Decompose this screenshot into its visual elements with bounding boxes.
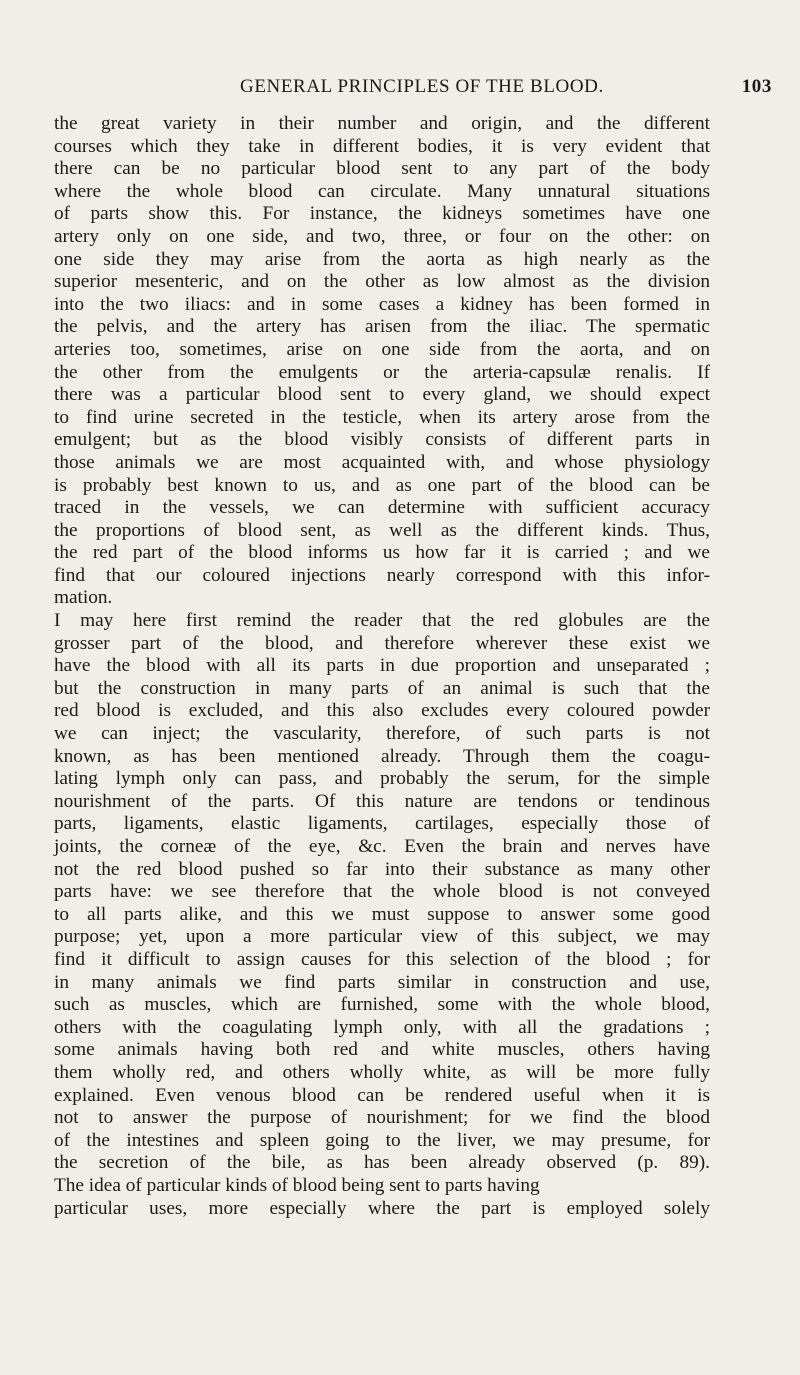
text-line: nourishment of the parts. Of this nature are tendons or tendinous: [54, 790, 710, 812]
text-line: find it difficult to assign causes for this selection of the blood ; for: [54, 948, 710, 970]
text-line: of parts show this. For instance, the kidneys sometimes have one: [54, 203, 710, 225]
running-title: GENERAL PRINCIPLES OF THE BLOOD.: [240, 76, 604, 97]
text-line: parts, ligaments, elastic ligaments, cartilages, especially those of: [54, 813, 710, 835]
text-line: but the construction in many parts of an animal is such that the: [54, 677, 710, 699]
text-line: not to answer the purpose of nourishment; for we find the blood: [54, 1107, 710, 1129]
text-line: I may here first remind the reader that the red globules are the: [54, 610, 710, 632]
text-line: in many animals we find parts similar in construction and use,: [54, 971, 710, 993]
text-line: red blood is excluded, and this also excludes every coloured powder: [54, 700, 710, 722]
text-line: the secretion of the bile, as has been already observed (p. 89).: [54, 1152, 710, 1174]
text-line: into the two iliacs: and in some cases a kidney has been formed in: [54, 293, 710, 315]
text-line: emulgent; but as the blood visibly consists of different parts in: [54, 429, 710, 451]
text-line: is probably best known to us, and as one part of the blood can be: [54, 474, 710, 496]
text-line: the other from the emulgents or the arteria-capsulæ renalis. If: [54, 361, 710, 383]
text-line: the proportions of blood sent, as well as the different kinds. Thus,: [54, 519, 710, 541]
text-line: find that our coloured injections nearly correspond with this infor-: [54, 564, 710, 586]
text-line: them wholly red, and others wholly white, as will be more fully: [54, 1061, 710, 1083]
text-line: not the red blood pushed so far into their substance as many other: [54, 858, 710, 880]
text-line: the pelvis, and the artery has arisen from the iliac. The spermatic: [54, 316, 710, 338]
text-line: particular uses, more especially where the part is employed solely: [54, 1197, 710, 1219]
text-line: one side they may arise from the aorta as high nearly as the: [54, 248, 710, 270]
text-line: such as muscles, which are furnished, some with the whole blood,: [54, 994, 710, 1016]
text-line: superior mesenteric, and on the other as low almost as the division: [54, 271, 710, 293]
text-line: we can inject; the vascularity, therefore, of such parts is not: [54, 723, 710, 745]
text-line: explained. Even venous blood can be rendered useful when it is: [54, 1084, 710, 1106]
text-line: there was a particular blood sent to every gland, we should expect: [54, 384, 710, 406]
text-line: parts have: we see therefore that the whole blood is not conveyed: [54, 881, 710, 903]
text-line: of the intestines and spleen going to the liver, we may presume, for: [54, 1129, 710, 1151]
text-line: have the blood with all its parts in due proportion and unseparated ;: [54, 655, 710, 677]
text-line: where the whole blood can circulate. Many unnatural situations: [54, 180, 710, 202]
text-line: arteries too, sometimes, arise on one side from the aorta, and on: [54, 338, 710, 360]
text-line: some animals having both red and white muscles, others having: [54, 1039, 710, 1061]
text-line: mation.: [54, 587, 113, 609]
text-line: courses which they take in different bodies, it is very evident that: [54, 135, 710, 157]
text-line: lating lymph only can pass, and probably the serum, for the simple: [54, 768, 710, 790]
text-line: to find urine secreted in the testicle, when its artery arose from the: [54, 406, 710, 428]
text-line: known, as has been mentioned already. Through them the coagu-: [54, 745, 710, 767]
text-line: purpose; yet, upon a more particular view of this subject, we may: [54, 926, 710, 948]
page-header: [240, 76, 772, 98]
text-line: artery only on one side, and two, three, or four on the other: on: [54, 225, 710, 247]
text-line: there can be no particular blood sent to any part of the body: [54, 158, 710, 180]
text-line: others with the coagulating lymph only, with all the gradations ;: [54, 1016, 710, 1038]
text-line: joints, the corneæ of the eye, &c. Even the brain and nerves have: [54, 836, 710, 857]
text-line: traced in the vessels, we can determine with sufficient accuracy: [54, 497, 710, 519]
text-line: the great variety in their number and origin, and the different: [54, 113, 710, 134]
text-line: grosser part of the blood, and therefore wherever these exist we: [54, 632, 710, 654]
text-line: to all parts alike, and this we must suppose to answer some good: [54, 903, 710, 925]
text-line: The idea of particular kinds of blood being sent to parts having: [54, 1174, 540, 1196]
page-number: 103: [741, 76, 772, 97]
text-line: those animals we are most acquainted with, and whose physiology: [54, 451, 710, 473]
body-text: [54, 113, 710, 1220]
text-line: the red part of the blood informs us how far it is carried ; and we: [54, 542, 710, 564]
